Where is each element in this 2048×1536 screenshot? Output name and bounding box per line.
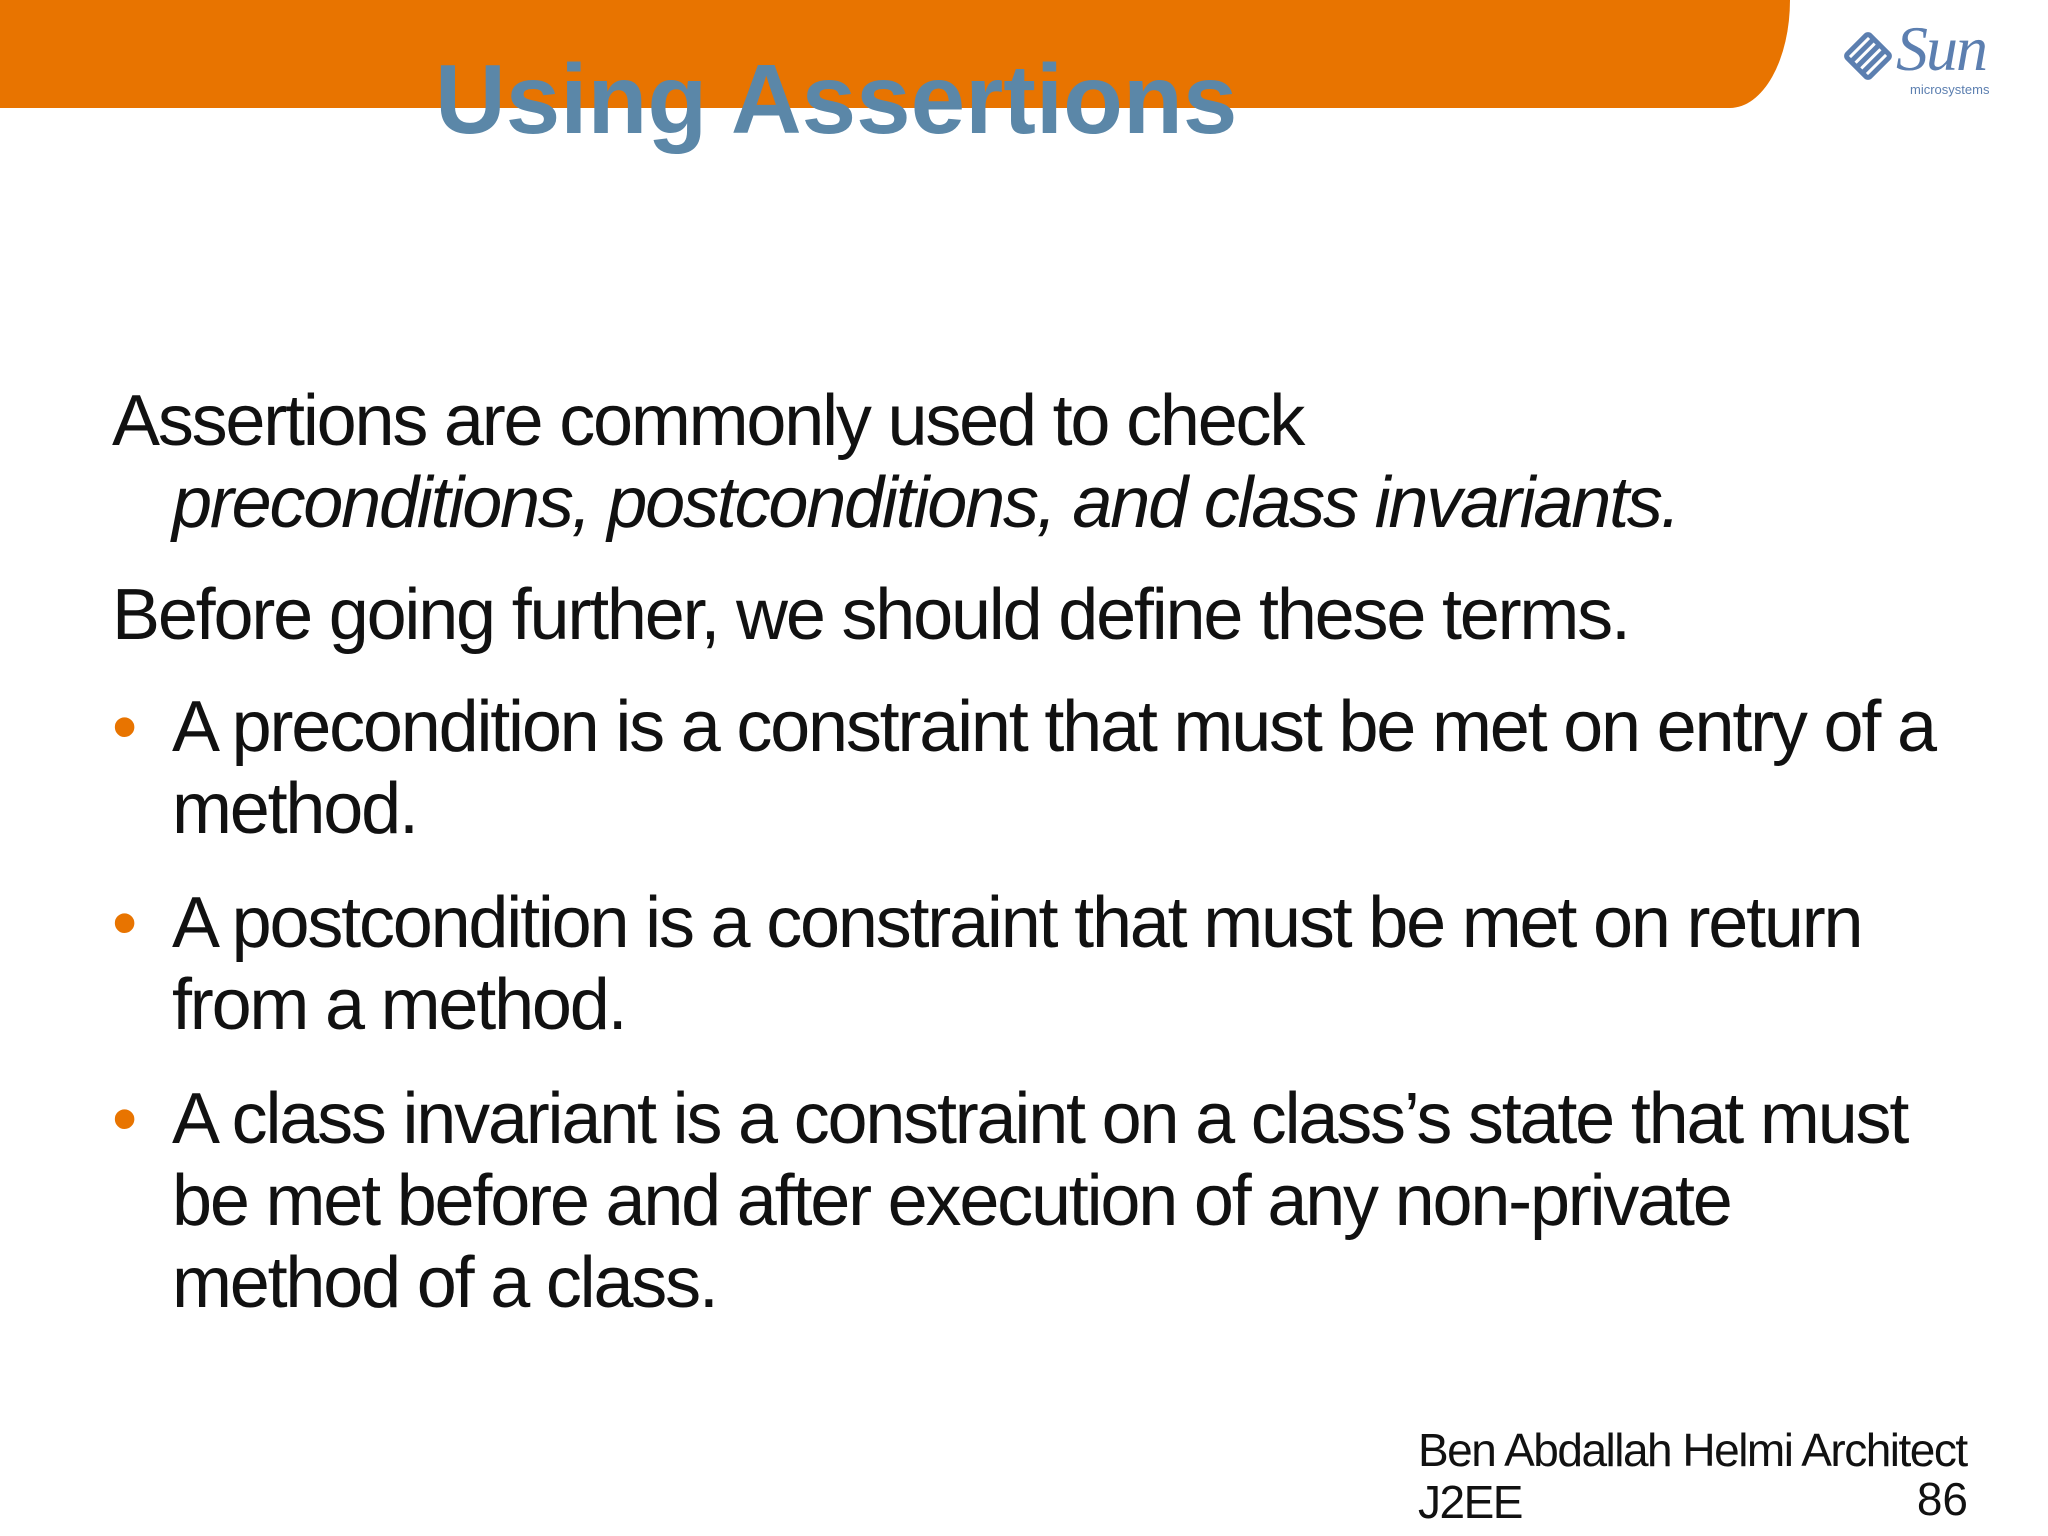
bullet-dot-icon: • (112, 883, 136, 963)
bullet-text: A precondition is a constraint that must be met on entry of a method. (172, 687, 1935, 849)
bullet-precondition (112, 686, 1952, 850)
bullet-dot-icon: • (112, 1079, 136, 1159)
slide-body (112, 380, 1952, 1356)
bullet-text: A postcondition is a constraint that must be met on return from a method. (172, 883, 1862, 1045)
page-number: 86 (1916, 1473, 1968, 1525)
footer-author: Ben Abdallah Helmi Architect J2EE (1418, 1424, 1967, 1528)
intro-paragraph (112, 380, 1952, 544)
sun-microsystems-logo (1838, 13, 2008, 106)
intro-line-1: Assertions are commonly used to check (112, 381, 1304, 461)
sun-diamond-logo-icon (1838, 26, 1898, 86)
bullet-postcondition (112, 882, 1952, 1046)
logo-subtitle: microsystems (1910, 82, 1990, 97)
definition-paragraph: Before going further, we should define these terms. (112, 575, 1629, 655)
intro-line-2: preconditions, postconditions, and class invariants. (172, 463, 1679, 543)
bullet-dot-icon: • (112, 687, 136, 767)
logo-wordmark: Sun (1896, 13, 1986, 84)
slide-title: Using Assertions (435, 44, 1238, 154)
bullet-text: A class invariant is a constraint on a class’s state that must be met before and after execution of any non-private method of a class. (172, 1079, 1908, 1323)
bullet-class-invariant (112, 1078, 1952, 1324)
